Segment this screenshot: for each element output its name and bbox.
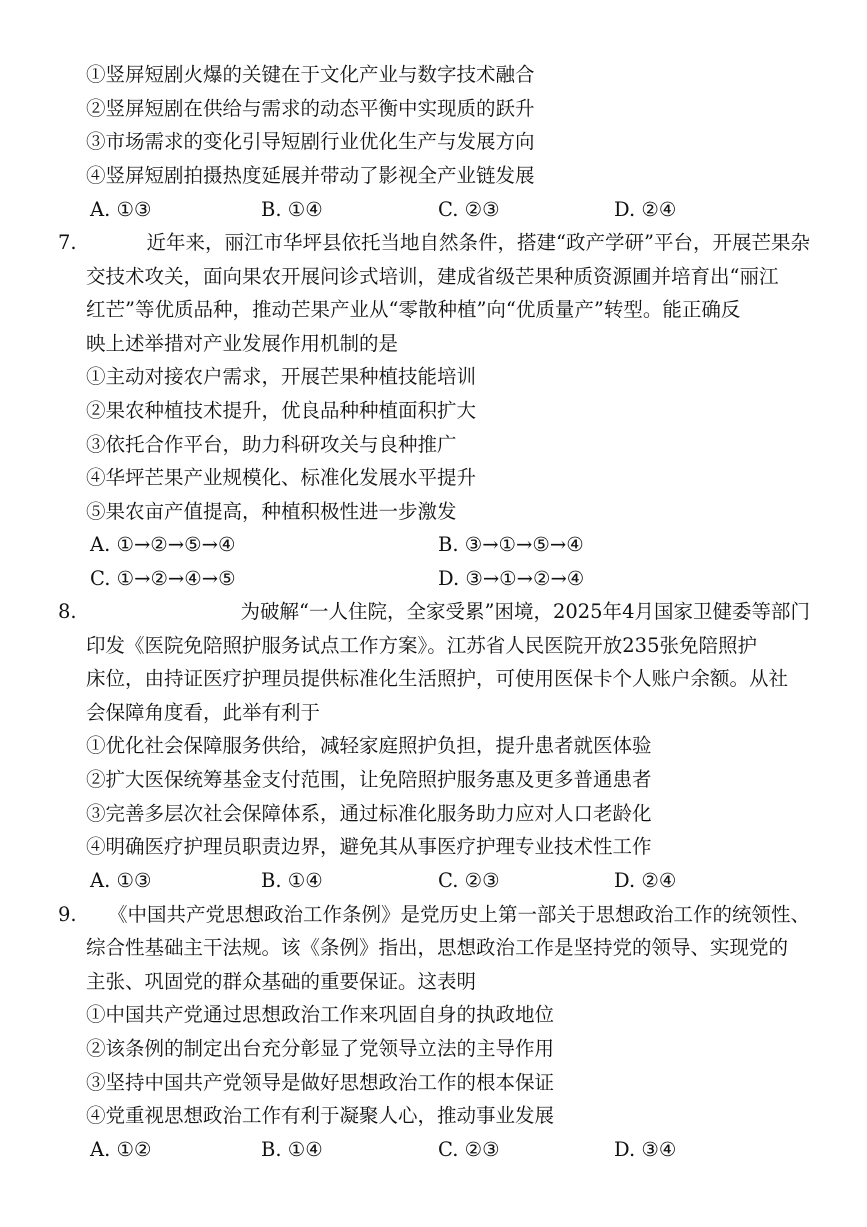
q8-number: 8. (58, 600, 77, 623)
q7-stem-text: 近年来，丽江市华坪县依托当地自然条件，搭建“政产学研”平台，开展芒果杂 (146, 231, 810, 254)
q7-stem-line-2: 交技术攻关，面向果农开展问诊式培训，建成省级芒果种质资源圃并培育出“丽江 (86, 265, 779, 288)
q6-option-c: C. ②③ (438, 198, 500, 221)
q8-stem-line-1 (58, 599, 810, 625)
q8-option-a: A. ①③ (90, 869, 152, 892)
q7-stem-line-1 (58, 230, 810, 256)
q7-statement-3: ③依托合作平台，助力科研攻关与良种推广 (86, 433, 457, 456)
q7-statement-4: ④华坪芒果产业规模化、标准化发展水平提升 (86, 466, 477, 489)
q8-statement-4: ④明确医疗护理员职责边界，避免其从事医疗护理专业技术性工作 (86, 835, 652, 858)
q8-statement-3: ③完善多层次社会保障体系，通过标准化服务助力应对人口老龄化 (86, 802, 652, 825)
q7-stem-line-4: 映上述举措对产业发展作用机制的是 (86, 332, 399, 355)
q9-statement-3: ③坚持中国共产党领导是做好思想政治工作的根本保证 (86, 1071, 555, 1094)
q8-option-b: B. ①④ (261, 869, 323, 892)
q6-option-b: B. ①④ (261, 198, 323, 221)
q7-option-a: A. ①→②→⑤→④ (90, 533, 236, 556)
q8-stem-line-4: 会保障角度看，此举有利于 (86, 701, 321, 724)
q6-option-a: A. ①③ (90, 198, 152, 221)
q7-option-b: B. ③→①→⑤→④ (438, 533, 584, 556)
q7-number: 7. (58, 231, 77, 254)
q7-statement-1: ①主动对接农户需求，开展芒果种植技能培训 (86, 365, 477, 388)
q9-option-c: C. ②③ (438, 1138, 500, 1161)
q6-statement-1: ①竖屏短剧火爆的关键在于文化产业与数字技术融合 (86, 63, 535, 86)
q7-statement-2: ②果农种植技术提升，优良品种种植面积扩大 (86, 399, 477, 422)
q8-stem-text: 为破解“一人住院，全家受累”困境，2025年4月国家卫健委等部门 (240, 600, 810, 623)
q9-stem-line-1 (58, 902, 810, 928)
q9-stem-text: 《中国共产党思想政治工作条例》是党历史上第一部关于思想政治工作的统领性、 (107, 903, 810, 926)
q7-statement-5: ⑤果农亩产值提高，种植积极性进一步激发 (86, 500, 457, 523)
q9-option-b: B. ①④ (261, 1138, 323, 1161)
q8-stem-line-3: 床位，由持证医疗护理员提供标准化生活照护，可使用医保卡个人账户余额。从社 (86, 667, 789, 690)
q8-statement-1: ①优化社会保障服务供给，减轻家庭照护负担，提升患者就医体验 (86, 734, 652, 757)
q8-option-d: D. ②④ (614, 869, 677, 892)
q6-option-d: D. ②④ (614, 198, 677, 221)
q6-statement-3: ③市场需求的变化引导短剧行业优化生产与发展方向 (86, 130, 535, 153)
q6-statement-4: ④竖屏短剧拍摄热度延展并带动了影视全产业链发展 (86, 164, 535, 187)
q8-statement-2: ②扩大医保统筹基金支付范围，让免陪照护服务惠及更多普通患者 (86, 768, 652, 791)
q9-option-d: D. ③④ (614, 1138, 677, 1161)
q8-option-c: C. ②③ (438, 869, 500, 892)
q8-stem-line-2: 印发《医院免陪照护服务试点工作方案》。江苏省人民医院开放235张免陪照护 (86, 634, 757, 657)
q7-option-d: D. ③→①→②→④ (438, 567, 585, 590)
q6-statement-2: ②竖屏短剧在供给与需求的动态平衡中实现质的跃升 (86, 97, 535, 120)
q9-statement-1: ①中国共产党通过思想政治工作来巩固自身的执政地位 (86, 1003, 555, 1026)
q7-stem-line-3: 红芒”等优质品种，推动芒果产业从“零散种植”向“优质量产”转型。能正确反 (86, 298, 741, 321)
q7-option-c: C. ①→②→④→⑤ (90, 567, 236, 590)
q9-stem-line-3: 主张、巩固党的群众基础的重要保证。这表明 (86, 970, 477, 993)
q9-statement-4: ④党重视思想政治工作有利于凝聚人心，推动事业发展 (86, 1104, 555, 1127)
q9-number: 9. (58, 903, 77, 926)
q9-statement-2: ②该条例的制定出台充分彰显了党领导立法的主导作用 (86, 1037, 555, 1060)
q9-option-a: A. ①② (90, 1138, 152, 1161)
q9-stem-line-2: 综合性基础主干法规。该《条例》指出，思想政治工作是坚持党的领导、实现党的 (86, 936, 789, 959)
